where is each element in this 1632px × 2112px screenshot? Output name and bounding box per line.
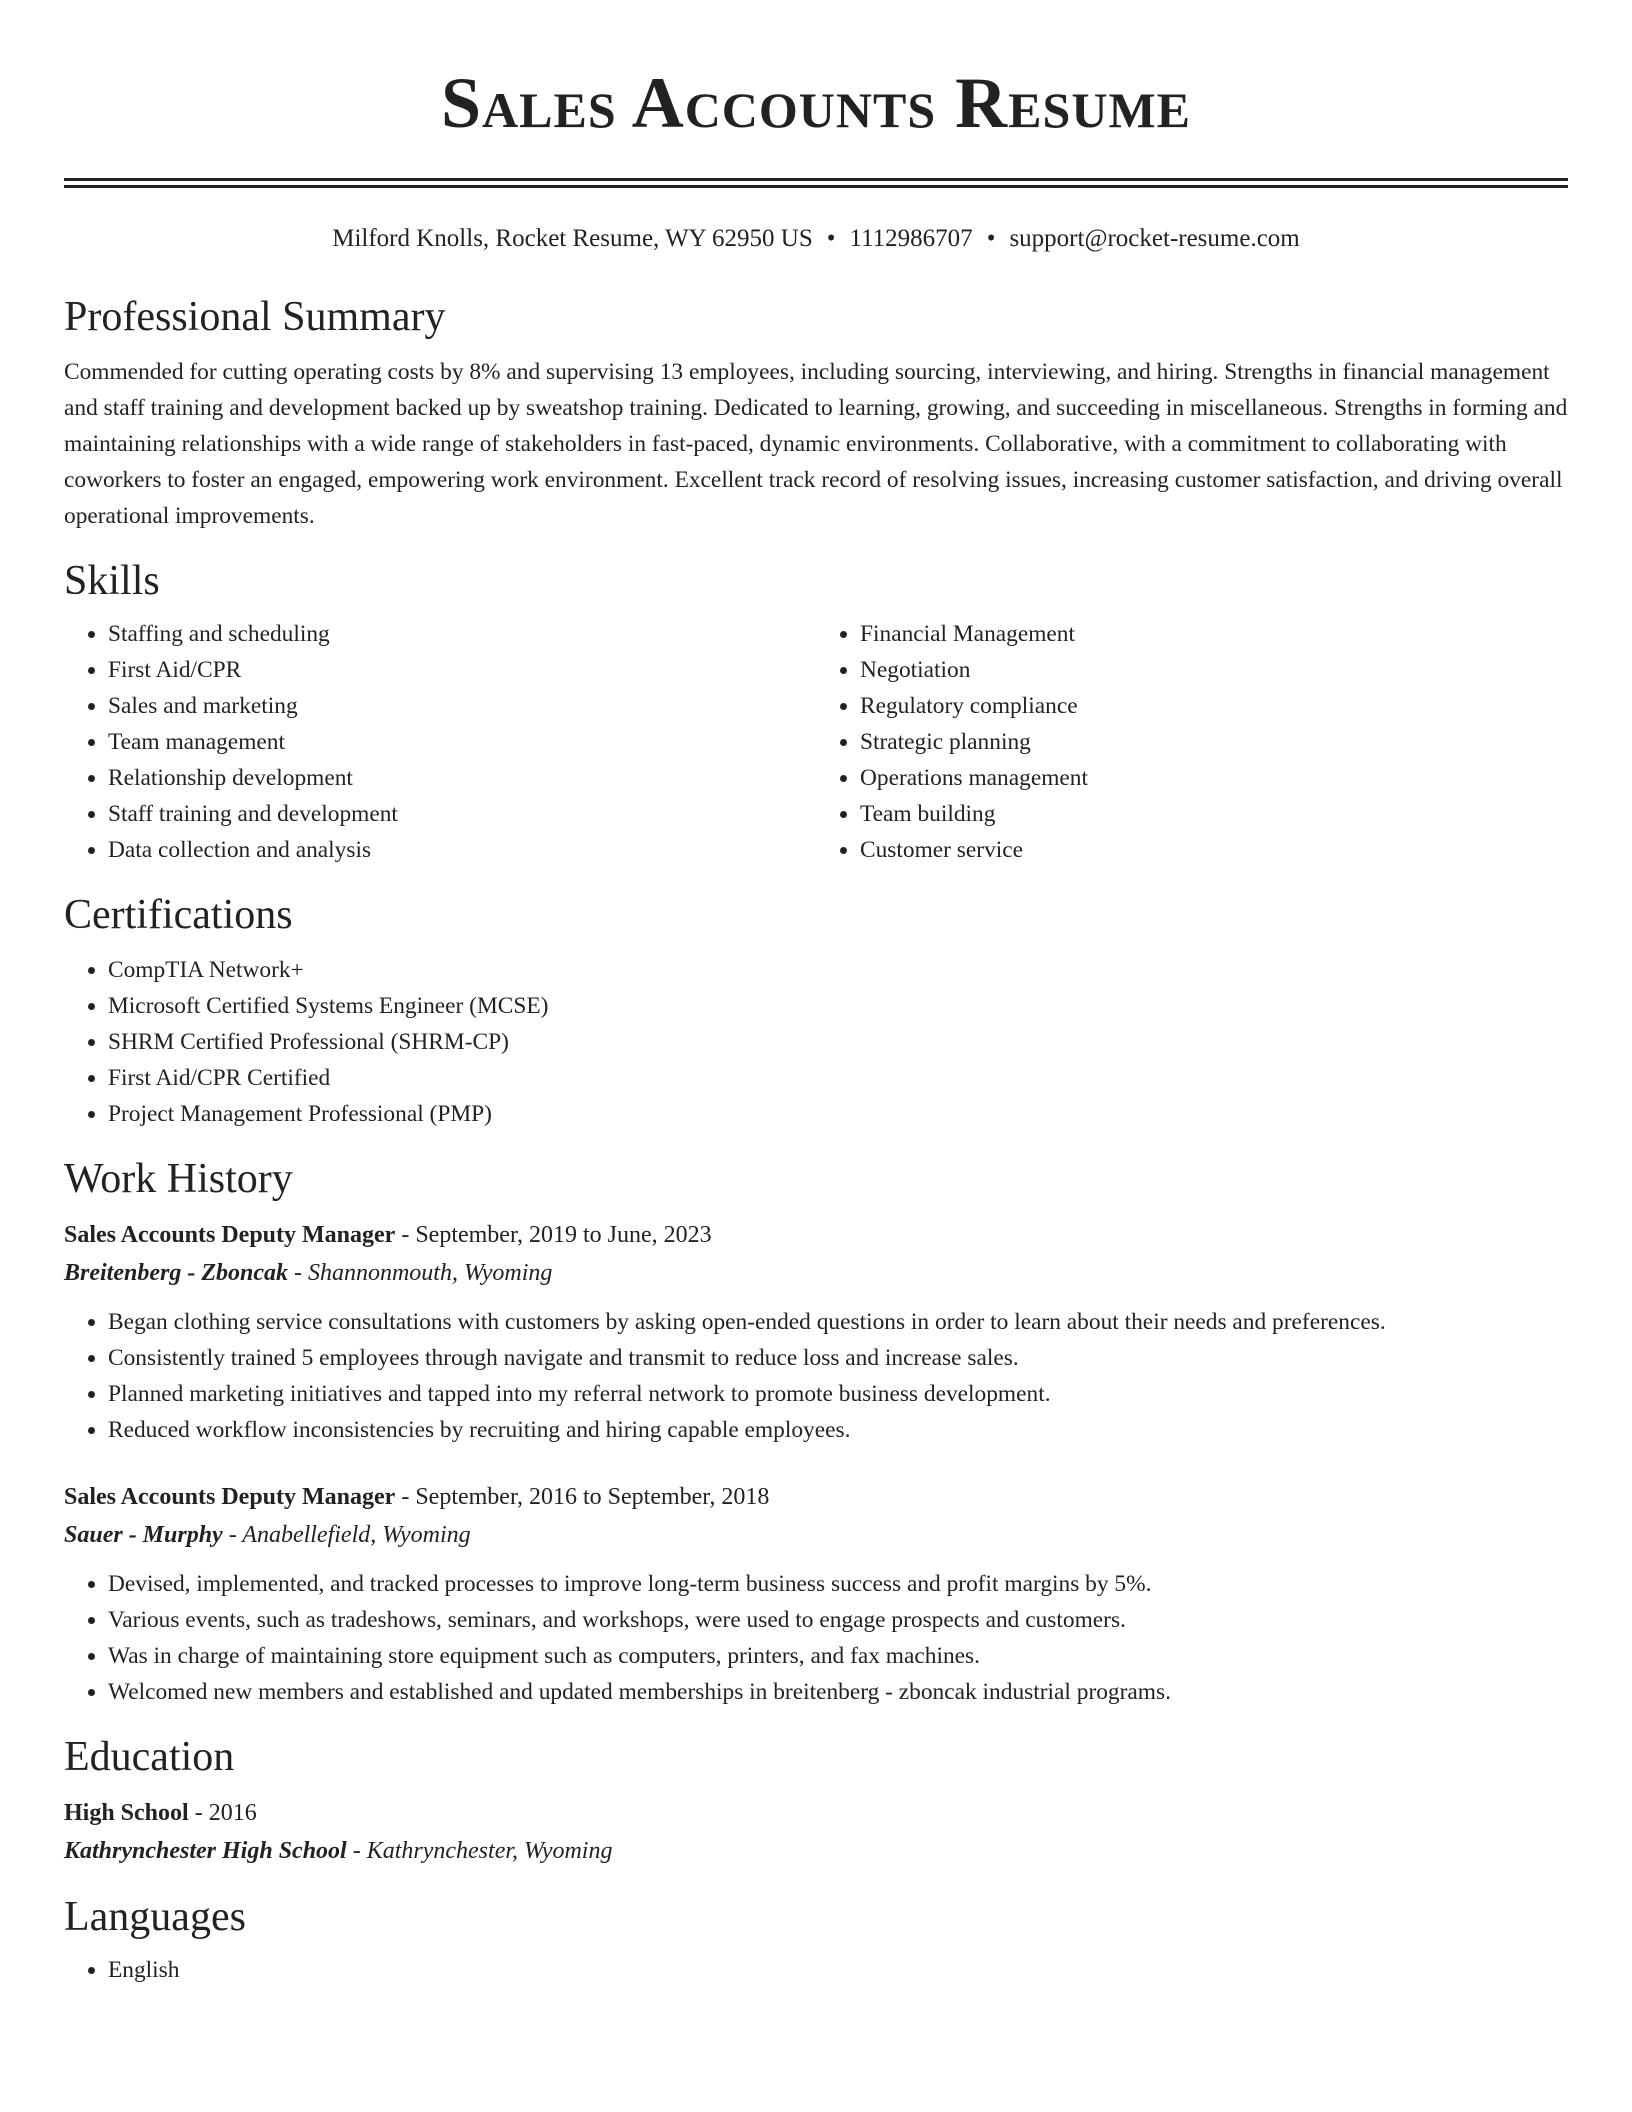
list-item: • Reduced workflow inconsistencies by recruiting and hiring capable employees. [108,1412,1568,1448]
list-item: • First Aid/CPR [108,652,816,688]
job-entry [64,1216,1568,1448]
education-degree: High School [64,1800,189,1826]
languages-list [64,1952,1568,1988]
list-item: • SHRM Certified Professional (SHRM-CP) [108,1024,1568,1060]
list-item: • First Aid/CPR Certified [108,1060,1568,1096]
job-location: - Shannonmouth, Wyoming [287,1260,553,1286]
resume-title: Sales Accounts Resume [441,63,1191,143]
contact-address: Milford Knolls, Rocket Resume, WY 62950 US [332,225,813,252]
education-section [64,1730,1568,1870]
list-item: • Began clothing service consultations with customers by asking open-ended questions in order to learn about their needs and preferences. [108,1304,1568,1340]
job-company: Breitenberg - Zboncak [64,1260,288,1286]
list-item: • Project Management Professional (PMP) [108,1096,1568,1132]
job-role: Sales Accounts Deputy Manager [64,1484,396,1510]
contact-line [64,222,1568,256]
list-item: • Regulatory compliance [860,688,1568,724]
certifications-section [64,888,1568,1132]
contact-separator: • [826,225,836,252]
job-title-line [64,1478,1568,1516]
job-location: - Anabellefield, Wyoming [222,1522,471,1548]
list-item: • English [108,1952,1568,1988]
list-item: • Devised, implemented, and tracked processes to improve long-term business success and profit margins by 5%. [108,1566,1568,1602]
education-year: - 2016 [188,1800,257,1826]
list-item: • Consistently trained 5 employees through navigate and transmit to reduce loss and increase sales. [108,1340,1568,1376]
list-item: • Team building [860,796,1568,832]
job-entry [64,1478,1568,1710]
job-dates: - September, 2016 to September, 2018 [395,1484,770,1510]
list-item: • Negotiation [860,652,1568,688]
title-divider [64,178,1568,188]
list-item: • Was in charge of maintaining store equipment such as computers, printers, and fax machines. [108,1638,1568,1674]
list-item: • Planned marketing initiatives and tapped into my referral network to promote business development. [108,1376,1568,1412]
job-dates: - September, 2019 to June, 2023 [395,1222,712,1248]
contact-phone: 1112986707 [849,225,973,252]
list-item: • CompTIA Network+ [108,952,1568,988]
list-item: • Customer service [860,832,1568,868]
list-item: • Staffing and scheduling [108,616,816,652]
summary-text: Commended for cutting operating costs by 8% and supervising 13 employees, including sourcing, interviewing, and hiring. Strengths in financial management and staff training and development backed up by sweatshop training. Dedicated to learning, growing, and succeeding in miscellaneous. Strengths in forming and maintaining relationships with a wide range of stakeholders in fast-paced, dynamic environments. Collaborative, with a commitment to collaborating with coworkers to foster an engaged, empowering work environment. Excellent track record of resolving issues, increasing customer satisfaction, and driving overall operational improvements. [64,359,1568,529]
contact-email: support@rocket-resume.com [1009,225,1300,252]
education-school: Kathrynchester High School [64,1838,347,1864]
work-history-heading: Work History [64,1156,293,1202]
skills-heading: Skills [64,558,160,604]
contact-separator: • [986,225,996,252]
work-history-section [64,1152,1568,1710]
skills-list-left [64,616,816,868]
certifications-list [64,952,1568,1132]
job-company-line [64,1254,1568,1292]
job-company-line [64,1516,1568,1554]
skills-grid [64,616,1568,868]
list-item: • Data collection and analysis [108,832,816,868]
list-item: • Operations management [860,760,1568,796]
job-bullets [64,1304,1568,1448]
certifications-heading: Certifications [64,892,293,938]
job-role: Sales Accounts Deputy Manager [64,1222,396,1248]
languages-heading: Languages [64,1894,246,1940]
list-item: • Welcomed new members and established and updated memberships in breitenberg - zboncak industrial programs. [108,1674,1568,1710]
summary-heading: Professional Summary [64,294,446,340]
languages-section [64,1890,1568,1988]
list-item: • Relationship development [108,760,816,796]
list-item: • Microsoft Certified Systems Engineer (MCSE) [108,988,1568,1024]
job-bullets [64,1566,1568,1710]
list-item: • Sales and marketing [108,688,816,724]
job-title-line [64,1216,1568,1254]
list-item: • Various events, such as tradeshows, seminars, and workshops, were used to engage prospects and customers. [108,1602,1568,1638]
list-item: • Financial Management [860,616,1568,652]
job-company: Sauer - Murphy [64,1522,223,1548]
list-item: • Team management [108,724,816,760]
summary-section [64,290,1568,534]
skills-section [64,554,1568,868]
list-item: • Strategic planning [860,724,1568,760]
education-degree-line [64,1794,1568,1832]
list-item: • Staff training and development [108,796,816,832]
education-school-line [64,1832,1568,1870]
skills-list-right [816,616,1568,868]
education-heading: Education [64,1734,235,1780]
education-entry [64,1794,1568,1870]
education-location: - Kathrynchester, Wyoming [346,1838,613,1864]
